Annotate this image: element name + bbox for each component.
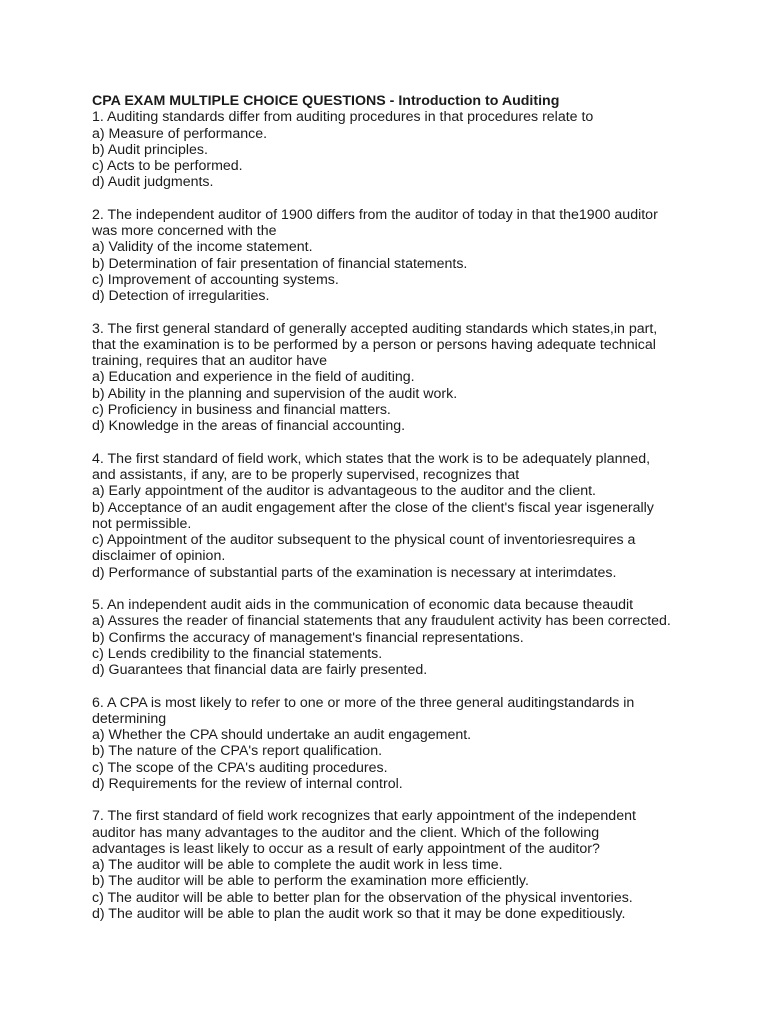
answer-option: c) Proficiency in business and financial matters.	[92, 402, 391, 419]
document-title: CPA EXAM MULTIPLE CHOICE QUESTIONS - Introduction to Auditing	[92, 93, 560, 109]
answer-option: c) Lends credibility to the financial statements.	[92, 645, 383, 662]
question-block	[92, 451, 676, 581]
answer-option: d) Performance of substantial parts of the examination is necessary at interimdates.	[92, 564, 617, 581]
answer-option: b) Confirms the accuracy of management's financial representations.	[92, 629, 524, 646]
question-block	[92, 321, 676, 435]
answer-option: c) The scope of the CPA's auditing procedures.	[92, 759, 388, 776]
answer-option: b) Determination of fair presentation of financial statements.	[92, 255, 468, 272]
question-text: 5. An independent audit aids in the communication of economic data because theaudit	[92, 597, 634, 614]
answer-option: b) The auditor will be able to perform the examination more efficiently.	[92, 873, 529, 890]
answer-option: c) Improvement of accounting systems.	[92, 271, 339, 288]
question-text: 7. The first standard of field work recognizes that early appointment of the independent auditor has many advantages to the auditor and the client. Which of the following advantages is least likely to occur as a result of early appointment of the auditor?	[92, 808, 636, 857]
answer-option: a) The auditor will be able to complete the audit work in less time.	[92, 857, 503, 874]
question-block	[92, 808, 676, 922]
question-list	[92, 109, 676, 922]
answer-option: d) Knowledge in the areas of financial accounting.	[92, 418, 406, 435]
answer-option: c) The auditor will be able to better plan for the observation of the physical inventories.	[92, 889, 633, 906]
question-block	[92, 207, 676, 305]
answer-option: d) Guarantees that financial data are fairly presented.	[92, 662, 428, 679]
answer-option: d) The auditor will be able to plan the audit work so that it may be done expeditiously.	[92, 906, 626, 923]
answer-option: a) Measure of performance.	[92, 125, 268, 142]
answer-option: a) Education and experience in the field of auditing.	[92, 369, 415, 386]
answer-option: d) Detection of irregularities.	[92, 288, 270, 305]
answer-option: b) Acceptance of an audit engagement after the close of the client's fiscal year isgenerally not permissible.	[92, 499, 654, 532]
answer-option: b) Audit principles.	[92, 141, 208, 158]
question-block	[92, 109, 676, 190]
answer-option: c) Acts to be performed.	[92, 158, 243, 175]
question-block	[92, 695, 676, 793]
answer-option: d) Requirements for the review of internal control.	[92, 775, 403, 792]
question-text: 2. The independent auditor of 1900 differs from the auditor of today in that the1900 auditor was more concerned with the	[92, 206, 658, 240]
answer-option: d) Audit judgments.	[92, 174, 214, 191]
answer-option: a) Validity of the income statement.	[92, 239, 313, 256]
answer-option: b) The nature of the CPA's report qualification.	[92, 743, 383, 760]
answer-option: c) Appointment of the auditor subsequent to the physical count of inventoriesrequires a disclaimer of opinion.	[92, 532, 636, 565]
answer-option: a) Early appointment of the auditor is advantageous to the auditor and the client.	[92, 483, 596, 500]
question-text: 3. The first general standard of generally accepted auditing standards which states,in part, that the examination is to be performed by a person or persons having adequate technical training, requires that an auditor have	[92, 320, 658, 370]
question-block	[92, 597, 676, 678]
answer-option: b) Ability in the planning and supervision of the audit work.	[92, 385, 458, 402]
question-text: 1. Auditing standards differ from auditing procedures in that procedures relate to	[92, 109, 594, 126]
answer-option: a) Assures the reader of financial statements that any fraudulent activity has been corrected.	[92, 613, 671, 630]
question-text: 6. A CPA is most likely to refer to one or more of the three general auditingstandards in determining	[92, 694, 635, 727]
question-text: 4. The first standard of field work, which states that the work is to be adequately planned, and assistants, if any, are to be properly supervised, recognizes that	[92, 450, 651, 483]
answer-option: a) Whether the CPA should undertake an audit engagement.	[92, 727, 472, 744]
